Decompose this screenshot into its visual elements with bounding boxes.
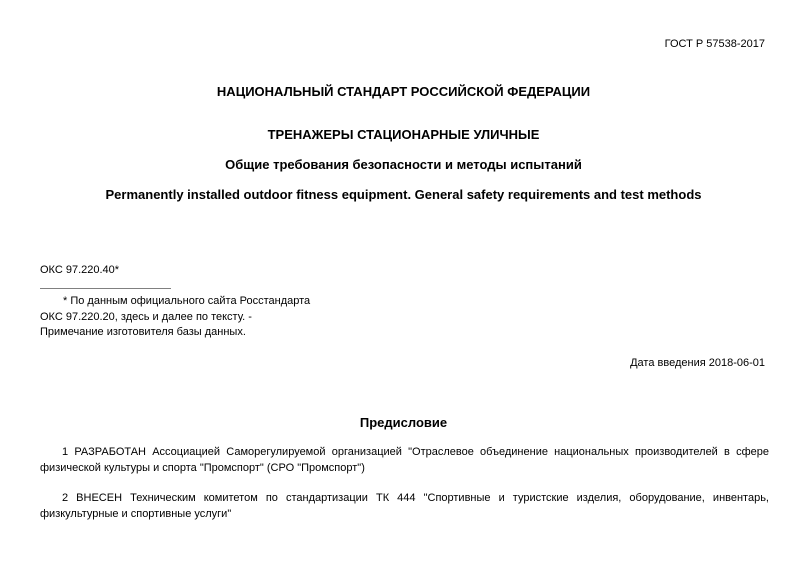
preface-heading: Предисловие (359, 415, 448, 430)
footnote (40, 294, 310, 341)
footnote-line: * По данным официального сайта Росстандарта (63, 295, 311, 307)
national-standard-title: НАЦИОНАЛЬНЫЙ СТАНДАРТ РОССИЙСКОЙ ФЕДЕРАЦИИ (216, 84, 591, 99)
standard-subtitle: Общие требования безопасности и методы испытаний (225, 157, 582, 172)
oks-classification: ОКС 97.220.40* (40, 264, 120, 276)
english-title: Permanently installed outdoor fitness equipment. General safety requirements and test methods (105, 187, 702, 202)
standard-name: ТРЕНАЖЕРЫ СТАЦИОНАРНЫЕ УЛИЧНЫЕ (267, 127, 540, 142)
preface-paragraph: 2 ВНЕСЕН Техническим комитетом по стандартизации ТК 444 "Спортивные и туристские изделия, оборудование, инвентарь, физкультурные и спортивные услуги" (40, 492, 769, 520)
preface-paragraph: 1 РАЗРАБОТАН Ассоциацией Саморегулируемой организацией "Отраслевое объединение национальных производителей в сфере физической культуры и спорта "Промспорт" (СРО "Промспорт") (40, 446, 769, 474)
introduction-date: Дата введения 2018-06-01 (630, 357, 765, 369)
footnote-line: Примечание изготовителя базы данных. (40, 326, 246, 338)
footnote-divider (40, 288, 171, 289)
document-code: ГОСТ Р 57538-2017 (664, 38, 765, 50)
footnote-line: ОКС 97.220.20, здесь и далее по тексту. - (40, 310, 252, 323)
